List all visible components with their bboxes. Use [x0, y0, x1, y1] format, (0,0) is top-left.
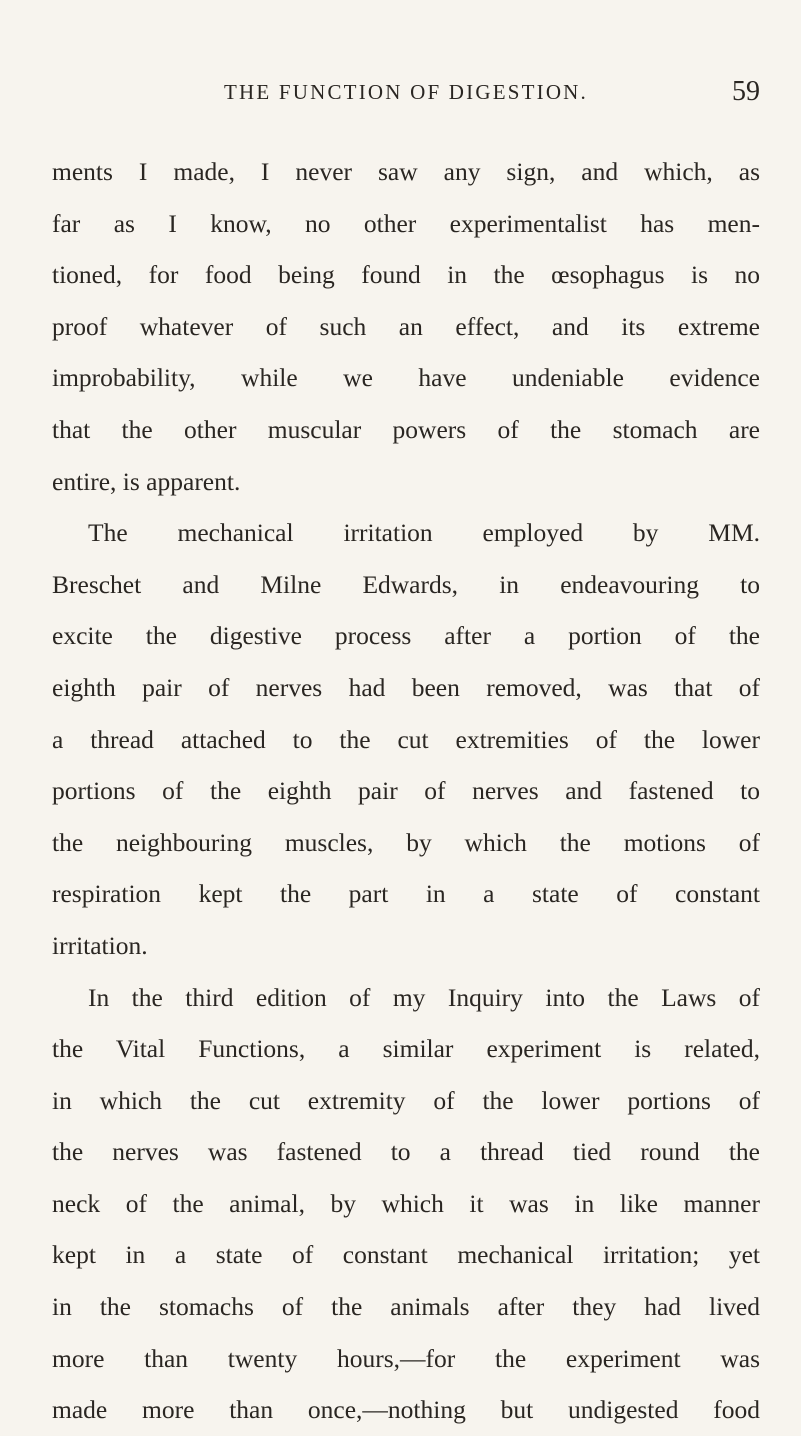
text-line: tioned, for food being found in the œsophagus is no [52, 260, 760, 290]
text-line: the nerves was fastened to a thread tied round the [52, 1137, 760, 1167]
text-line: a thread attached to the cut extremities of the lower [52, 724, 760, 754]
text-line: The mechanical irritation employed by MM. [88, 518, 760, 548]
text-line: entire, is apparent. [52, 466, 241, 496]
text-line: that the other muscular powers of the stomach are [52, 414, 760, 444]
text-line: proof whatever of such an effect, and its extreme [52, 311, 760, 341]
body-text [52, 146, 760, 1436]
text-line: in which the cut extremity of the lower portions of [52, 1085, 760, 1115]
text-line: improbability, while we have undeniable evidence [52, 363, 760, 393]
text-line: excite the digestive process after a portion of the [52, 621, 760, 651]
text-line: in the stomachs of the animals after they had lived [52, 1292, 760, 1322]
text-line: Breschet and Milne Edwards, in endeavouring to [52, 569, 760, 599]
text-line: more than twenty hours,—for the experiment was [52, 1343, 760, 1373]
text-line: far as I know, no other experimentalist has men- [52, 208, 760, 238]
running-title: THE FUNCTION OF DIGESTION. [223, 80, 589, 104]
text-line: the Vital Functions, a similar experiment is related, [52, 1034, 760, 1064]
text-line: portions of the eighth pair of nerves and fastened to [52, 776, 760, 806]
page-number: 59 [732, 76, 760, 107]
text-line: ments I made, I never saw any sign, and which, as [52, 157, 760, 186]
text-line: In the third edition of my Inquiry into the Laws of [88, 982, 760, 1012]
text-line: eighth pair of nerves had been removed, was that of [52, 672, 760, 702]
text-line: neck of the animal, by which it was in like manner [52, 1188, 760, 1218]
text-line: irritation. [52, 930, 148, 960]
text-line: respiration kept the part in a state of constant [52, 879, 760, 909]
text-line: kept in a state of constant mechanical irritation; yet [52, 1240, 760, 1270]
text-line: made more than once,—nothing but undigested food [52, 1395, 760, 1425]
text-line: the neighbouring muscles, by which the motions of [52, 827, 760, 857]
running-head [52, 76, 760, 112]
